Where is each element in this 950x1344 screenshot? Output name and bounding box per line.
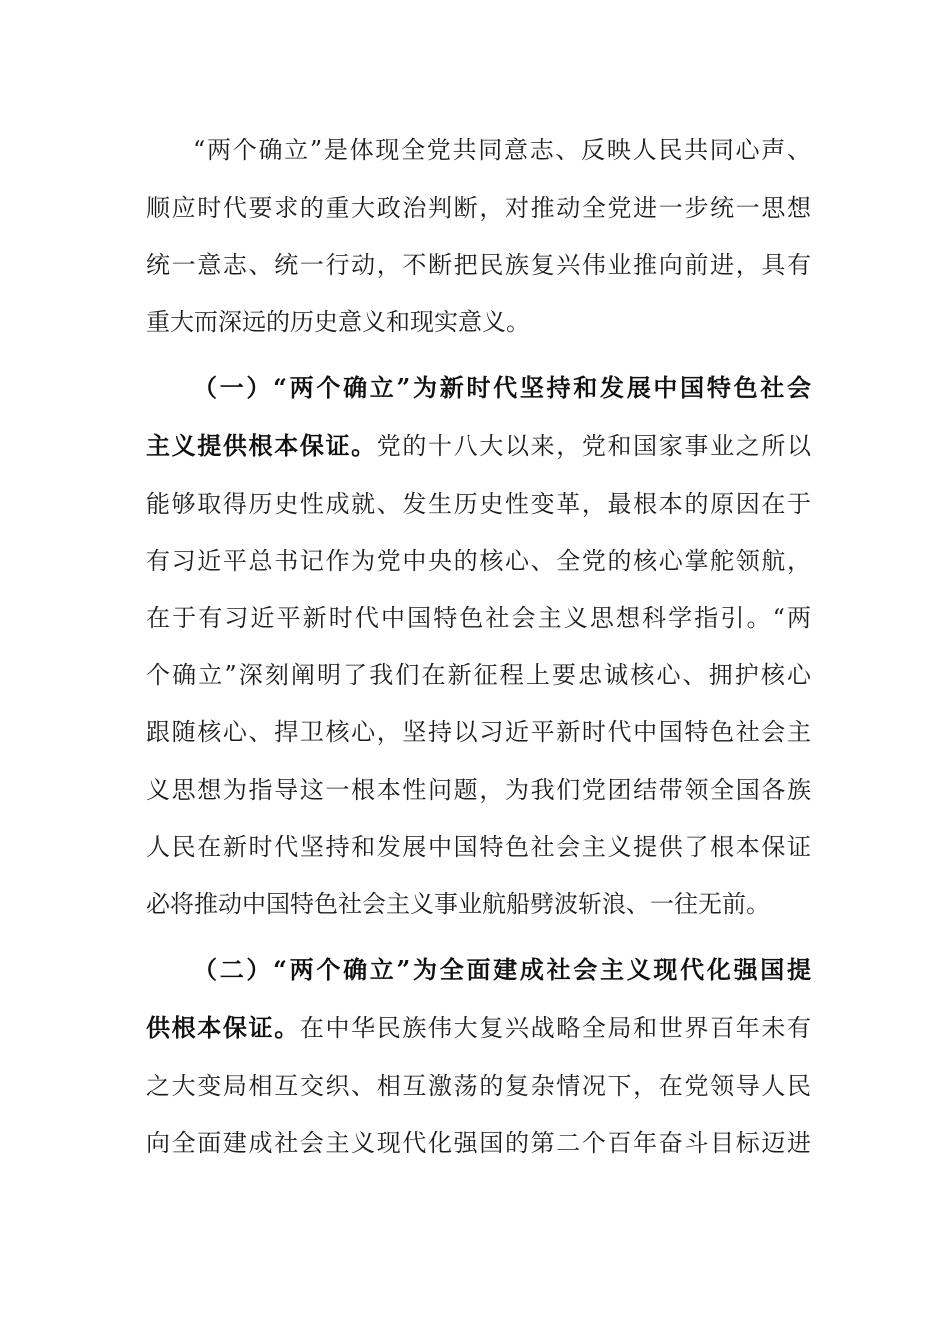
text-run: 在于有习近平新时代中国特色社会主义思想科学指引。“两 [146, 604, 811, 632]
paragraph-1-line-4 [146, 302, 811, 342]
paragraph-2-line-10 [146, 884, 811, 924]
text-run: 义思想为指导这一根本性问题，为我们党团结带领全国各族 [146, 776, 811, 804]
text-run: “两个确立”是体现全党共同意志、反映人民共同心声、 [193, 136, 811, 164]
section-heading-one: （一）“两个确立”为新时代坚持和发展中国特色社会 [193, 373, 811, 402]
paragraph-3-line-1 [193, 950, 811, 990]
paragraph-3-line-3 [146, 1066, 811, 1106]
paragraph-2-line-1 [193, 368, 811, 408]
paragraph-1-line-3 [146, 245, 811, 285]
paragraph-2-line-7 [146, 712, 811, 752]
text-run: 顺应时代要求的重大政治判断，对推动全党进一步统一思想 [146, 194, 811, 222]
text-run: 党的十八大以来，党和国家事业之所以 [376, 432, 812, 460]
text-run: 跟随核心、捍卫核心，坚持以习近平新时代中国特色社会主 [146, 718, 811, 746]
paragraph-2-line-4 [146, 541, 811, 581]
text-run: 统一意志、统一行动，不断把民族复兴伟业推向前进，具有 [146, 251, 811, 279]
paragraph-2-line-5 [146, 598, 811, 638]
paragraph-2-line-3 [146, 484, 811, 524]
text-run: 能够取得历史性成就、发生历史性变革，最根本的原因在于 [146, 490, 811, 518]
text-run: 有习近平总书记作为党中央的核心、全党的核心掌舵领航， [146, 547, 811, 575]
paragraph-2-line-6 [146, 655, 811, 695]
paragraph-2-line-2 [146, 426, 811, 466]
paragraph-1-line-2 [146, 188, 811, 228]
section-heading-one-end: 主义提供根本保证。 [146, 431, 377, 460]
text-run: 向全面建成社会主义现代化强国的第二个百年奋斗目标迈进 [146, 1129, 811, 1157]
paragraph-1-line-1 [193, 130, 811, 170]
section-heading-two: （二）“两个确立”为全面建成社会主义现代化强国提 [193, 955, 811, 984]
text-run: 人民在新时代坚持和发展中国特色社会主义提供了根本保证 [146, 833, 811, 861]
section-heading-two-end: 供根本保证。 [146, 1013, 300, 1042]
text-run: 之大变局相互交织、相互激荡的复杂情况下，在党领导人民 [146, 1072, 811, 1100]
text-run: 个确立”深刻阐明了我们在新征程上要忠诚核心、拥护核心 [146, 661, 811, 689]
paragraph-3-line-2 [146, 1008, 811, 1048]
paragraph-3-line-4 [146, 1123, 811, 1163]
paragraph-2-line-8 [146, 770, 811, 810]
text-run: 重大而深远的历史意义和现实意义。 [146, 308, 530, 336]
text-run: 必将推动中国特色社会主义事业航船劈波斩浪、一往无前。 [146, 890, 770, 918]
text-run: 在中华民族伟大复兴战略全局和世界百年未有 [299, 1014, 812, 1042]
paragraph-2-line-9 [146, 827, 811, 867]
